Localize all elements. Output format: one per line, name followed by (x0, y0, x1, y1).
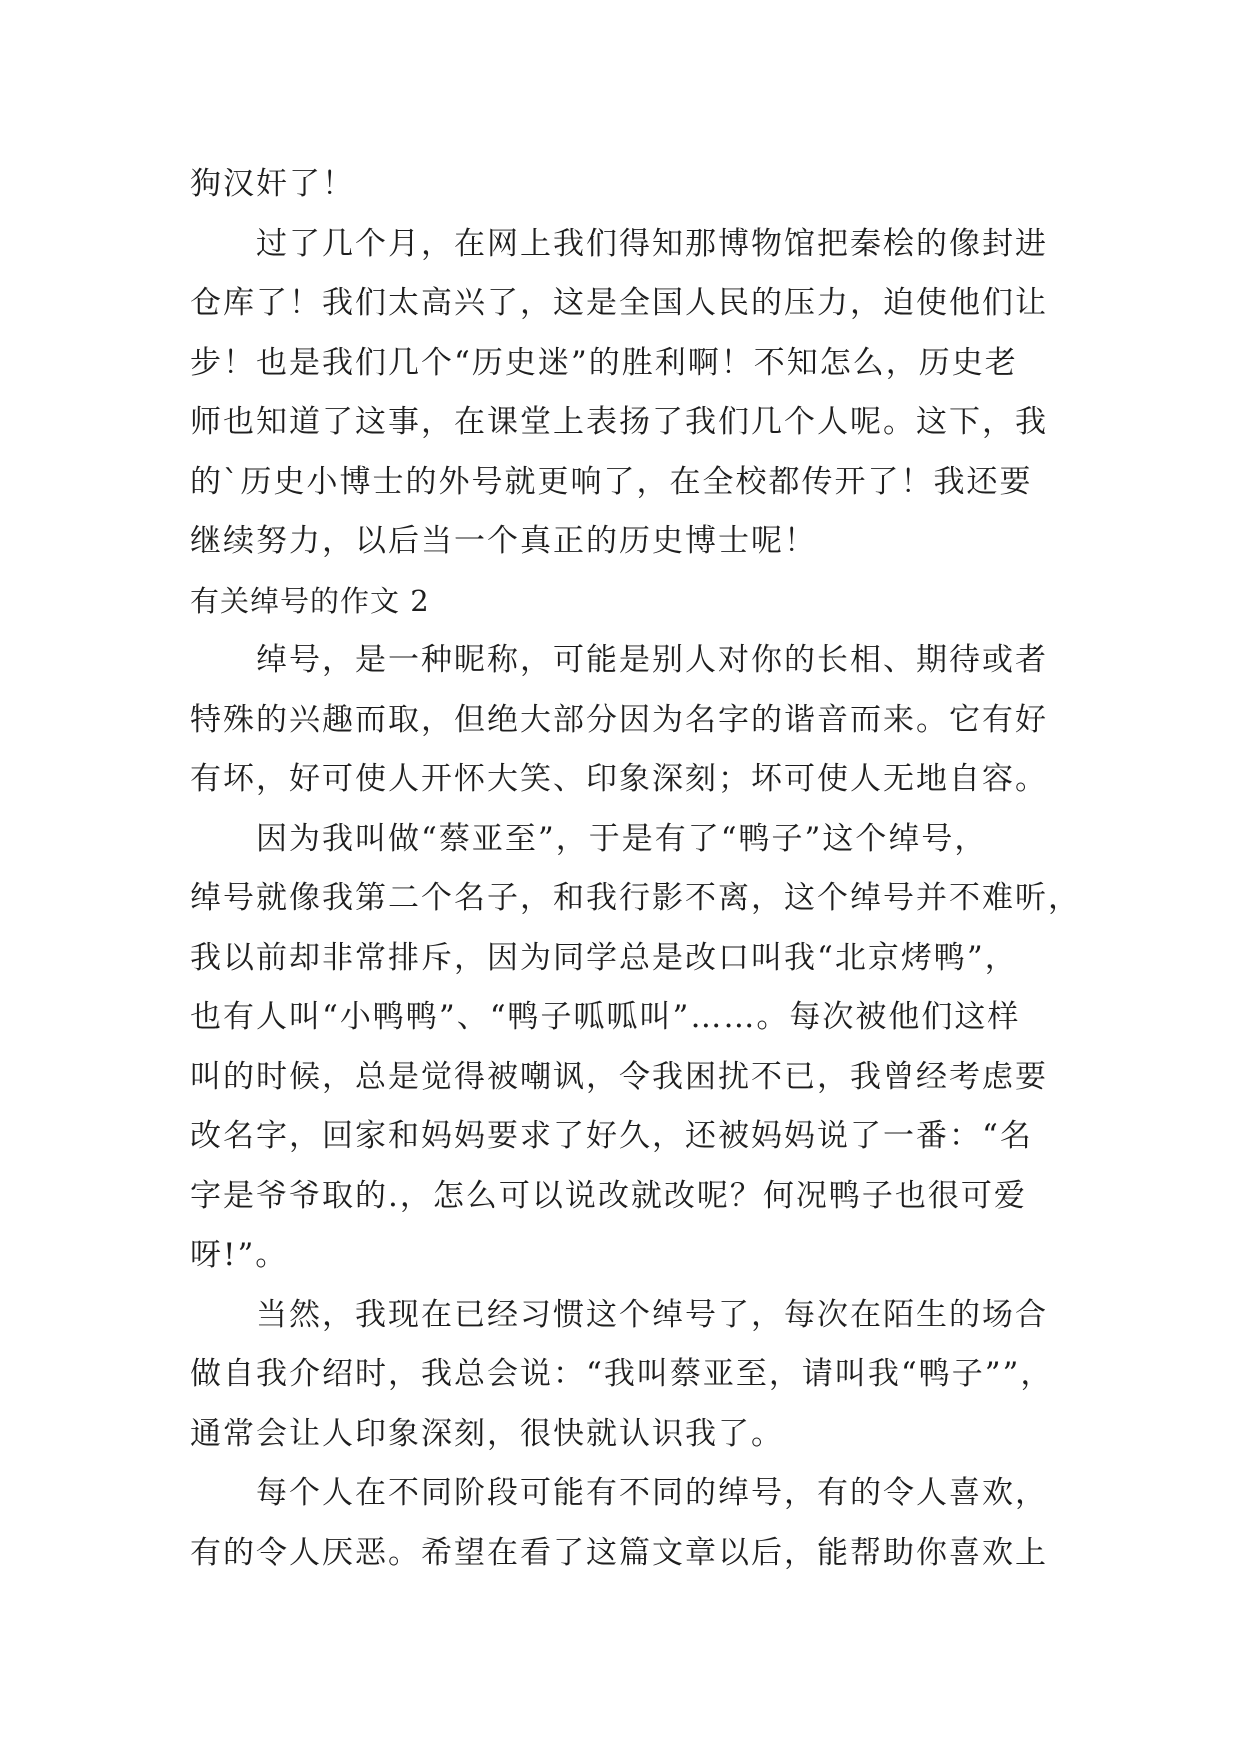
text-line: 特殊的兴趣而取，但绝大部分因为名字的谐音而来。它有好 (190, 701, 1048, 738)
text-line: 步！也是我们几个“历史迷”的胜利啊！不知怎么，历史老 (190, 344, 1018, 381)
text-line: 通常会让人印象深刻，很快就认识我了。 (190, 1415, 784, 1452)
text-line: 有的令人厌恶。希望在看了这篇文章以后，能帮助你喜欢上 (190, 1534, 1048, 1571)
section-heading: 有关绰号的作文 2 (190, 583, 430, 618)
text-line: 绰号就像我第二个名子，和我行影不离，这个绰号并不难听， (190, 880, 1081, 916)
text-line: 我以前却非常排斥，因为同学总是改口叫我“北京烤鸭”， (190, 939, 1018, 976)
paragraph-start-line: 因为我叫做“蔡亚至”，于是有了“鸭子”这个绰号， (256, 820, 988, 857)
document-body (190, 155, 1081, 1583)
paragraph-start-line: 绰号，是一种昵称，可能是别人对你的长相、期待或者 (256, 642, 1048, 678)
text-line: 有坏，好可使人开怀大笑、印象深刻；坏可使人无地自容。 (190, 761, 1048, 797)
text-line: 改名字，回家和妈妈要求了好久，还被妈妈说了一番：“名 (190, 1118, 1033, 1154)
text-line: 仓库了！我们太高兴了，这是全国人民的压力，迫使他们让 (190, 285, 1048, 321)
text-line: 继续努力，以后当一个真正的历史博士呢！ (190, 523, 817, 559)
paragraph-start-line: 当然，我现在已经习惯这个绰号了，每次在陌生的场合 (256, 1296, 1048, 1333)
text-line: 叫的时候，总是觉得被嘲讽，令我困扰不已，我曾经考虑要 (190, 1058, 1048, 1095)
text-line: 字是爷爷取的.，怎么可以说改就改呢？何况鸭子也很可爱 (190, 1177, 1027, 1214)
text-line: 也有人叫“小鸭鸭”、“鸭子呱呱叫”……。每次被他们这样 (190, 999, 1021, 1035)
text-line: 狗汉奸了！ (190, 166, 355, 202)
text-line: 师也知道了这事，在课堂上表扬了我们几个人呢。这下，我 (190, 404, 1048, 440)
text-line: 的`历史小博士的外号就更响了，在全校都传开了！我还要 (190, 463, 1033, 500)
text-line: 呀!”。 (190, 1237, 289, 1273)
text-line: 做自我介绍时，我总会说：“我叫蔡亚至，请叫我“鸭子””， (190, 1356, 1054, 1392)
paragraph-start-line: 每个人在不同阶段可能有不同的绰号，有的令人喜欢， (256, 1475, 1048, 1511)
paragraph-start-line: 过了几个月，在网上我们得知那博物馆把秦桧的像封进 (256, 225, 1048, 262)
